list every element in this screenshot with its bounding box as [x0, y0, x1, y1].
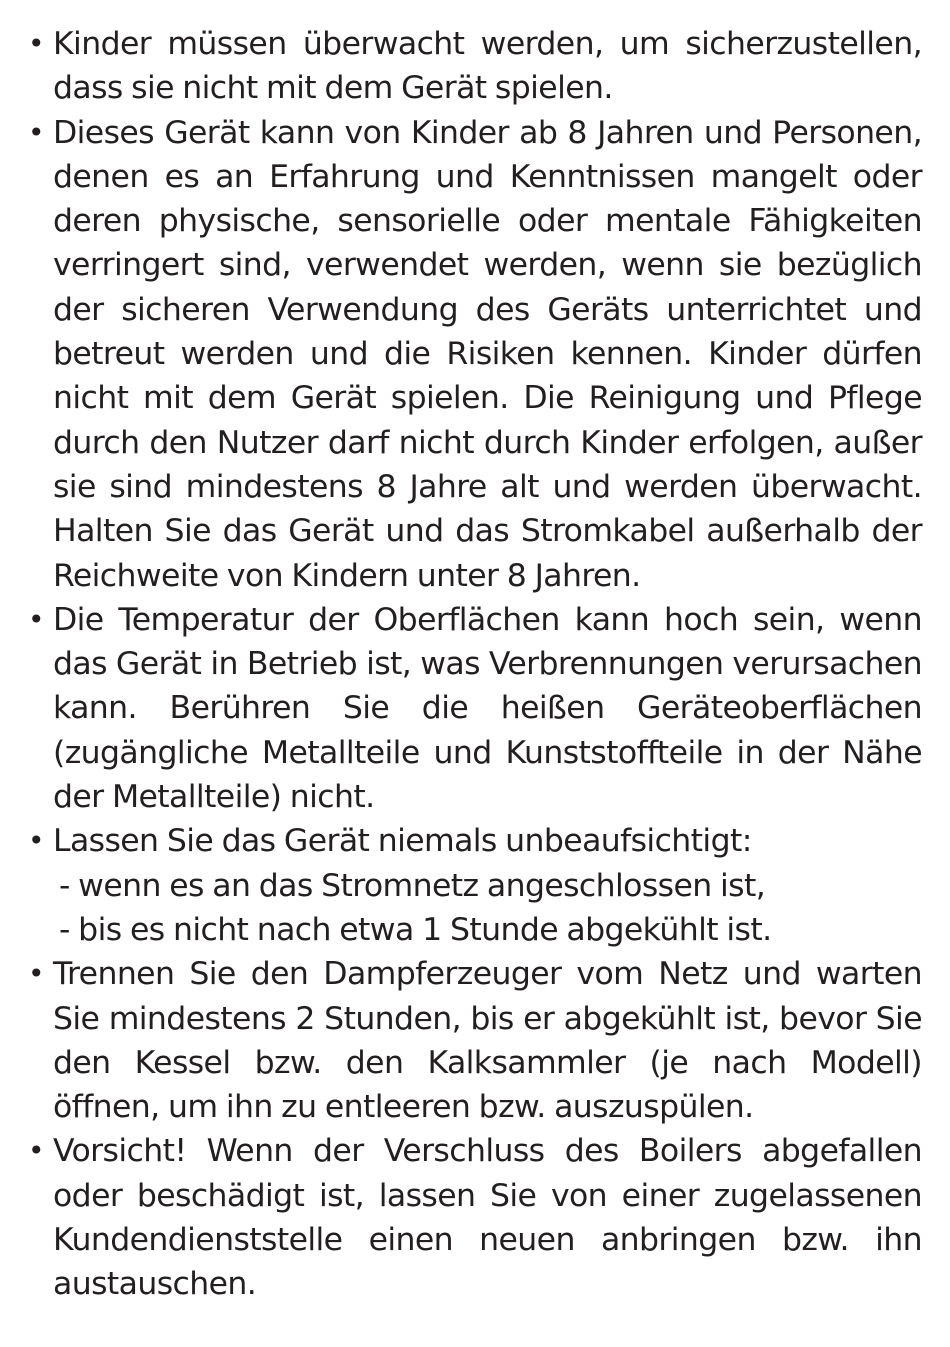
bullet-icon: •: [28, 115, 44, 149]
list-item: [22, 598, 922, 819]
list-item: [22, 111, 922, 598]
safety-instruction-text: Dieses Gerät kann von Kinder ab 8 Jahren und Personen, denen es an Erfahrung und Kenntnissen mangelt oder deren physische, sensorielle oder mentale Fähigkeiten verringert sind, verwendet werden, wenn sie bezüglich der sicheren Verwendung des Geräts unterrichtet und betreut werden und die Risiken kennen. Kinder dürfen nicht mit dem Gerät spielen. Die Reinigung und Pflege durch den Nutzer darf nicht durch Kinder erfolgen, außer sie sind mindestens 8 Jahre alt und werden überwacht. Halten Sie das Gerät und das Stromkabel außerhalb der Reichweite von Kindern unter 8 Jahren.: [53, 114, 922, 594]
bullet-icon: •: [28, 824, 44, 858]
bullet-icon: •: [28, 602, 44, 636]
list-item: [22, 22, 922, 111]
safety-instruction-text: Trennen Sie den Dampferzeuger vom Netz und warten Sie mindestens 2 Stunden, bis er abgekühlt ist, bevor Sie den Kessel bzw. den Kalksammler (je nach Modell) öffnen, um ihn zu entleeren bzw. auszuspülen.: [53, 956, 922, 1126]
sub-instruction: - bis es nicht nach etwa 1 Stunde abgekühlt ist.: [59, 911, 772, 948]
safety-instruction-text: Kinder müssen überwacht werden, um sicherzustellen, dass sie nicht mit dem Gerät spielen.: [53, 26, 922, 107]
bullet-icon: •: [28, 27, 44, 60]
bullet-icon: •: [28, 957, 44, 991]
safety-instructions-list: [22, 22, 922, 1307]
sub-instruction: - wenn es an das Stromnetz angeschlossen ist,: [59, 867, 766, 904]
list-item: [22, 819, 922, 952]
bullet-icon: •: [28, 1134, 44, 1168]
list-item: [22, 1129, 922, 1306]
safety-instruction-text: Die Temperatur der Oberflächen kann hoch sein, wenn das Gerät in Betrieb ist, was Verbrennungen verursachen kann. Berühren Sie die heißen Geräteoberflächen (zugängliche Metallteile und Kunststoffteile in der Nähe der Metallteile) nicht.: [53, 601, 922, 816]
safety-instruction-text: Lassen Sie das Gerät niemals unbeaufsichtigt:: [53, 823, 752, 860]
safety-instruction-text: Vorsicht! Wenn der Verschluss des Boilers abgefallen oder beschädigt ist, lassen Sie von einer zugelassenen Kundendienststelle einen neuen anbringen bzw. ihn austauschen.: [53, 1133, 922, 1303]
list-item: [22, 952, 922, 1129]
